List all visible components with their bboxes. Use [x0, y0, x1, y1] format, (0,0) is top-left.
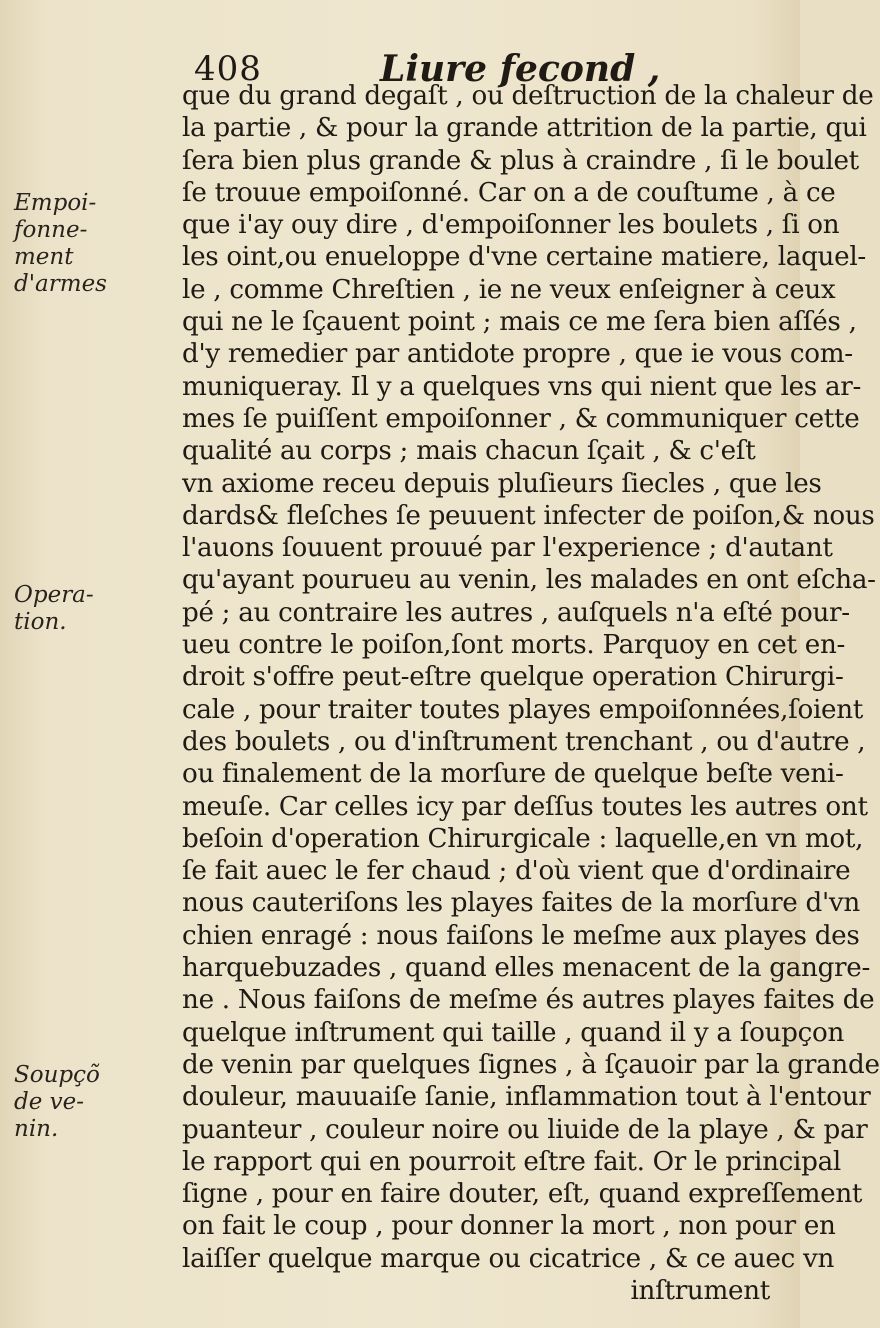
text-line: muniqueray. Il y a quelques vns qui nient que les ar- [182, 371, 862, 402]
margin-note-line: d'armes [14, 271, 107, 297]
text-line: nous cauteriſons les playes faites de la morſure d'vn [182, 888, 860, 919]
text-line: vn axiome receu depuis pluſieurs ſiecles , que les [182, 468, 822, 499]
text-line: ſigne , pour en faire douter, eſt, quand expreſſement [182, 1179, 863, 1210]
margin-note-line: fonne- [14, 217, 88, 243]
text-line: dards& fleſches ſe peuuent infecter de poiſon,& nous [182, 500, 875, 531]
page-number: 408 [194, 49, 262, 89]
text-line: mes ſe puiſſent empoiſonner , & communiquer cette [182, 403, 860, 434]
text-line: ſe trouue empoiſonné. Car on a de couſtume , à ce [182, 177, 836, 208]
text-line: laiſſer quelque marque ou cicatrice , & ce auec vn [182, 1243, 835, 1274]
text-line: que i'ay ouy dire , d'empoiſonner les boulets , ſi on [182, 210, 840, 241]
body-text [182, 80, 880, 1307]
text-line: ueu contre le poiſon,ſont morts. Parquoy en cet en- [182, 630, 846, 661]
text-line: beſoin d'operation Chirurgicale : laquelle,en vn mot, [182, 823, 864, 854]
text-line: pé ; au contraire les autres , auſquels n'a eſté pour- [182, 597, 850, 628]
text-line: de venin par quelques ſignes , à ſçauoir par la grande [182, 1049, 880, 1080]
margin-note-empoisonnement [14, 190, 184, 298]
text-line: harquebuzades , quand elles menacent de la gangre- [182, 953, 870, 984]
text-line: meuſe. Car celles icy par deſſus toutes les autres ont [182, 791, 868, 822]
text-line: puanteur , couleur noire ou liuide de la playe , & par [182, 1114, 868, 1145]
text-line: d'y remedier par antidote propre , que ie vous com- [182, 339, 853, 370]
running-title: Liure fecond , [380, 48, 661, 90]
margin-note-line: de ve- [14, 1089, 85, 1115]
text-line: chien enragé : nous faiſons le meſme aux playes des [182, 920, 860, 951]
text-line: ou finalement de la morſure de quelque beſte veni- [182, 759, 844, 790]
text-line: ſe fait auec le fer chaud ; d'où vient que d'ordinaire [182, 856, 851, 887]
margin-note-line: nin. [14, 1116, 59, 1142]
text-line: qui ne le ſçauent point ; mais ce me ſera bien aſſés , [182, 307, 857, 338]
text-line: cale , pour traiter toutes playes empoiſonnées,ſoient [182, 694, 864, 725]
text-line: le rapport qui en pourroit eſtre fait. Or le principal [182, 1146, 841, 1177]
margin-note-line: Empoi- [14, 190, 97, 216]
margin-note-operation [14, 582, 184, 636]
margin-note-line: Opera- [14, 582, 94, 608]
text-line: des boulets , ou d'inſtrument trenchant , ou d'autre , [182, 726, 866, 757]
text-line: on fait le coup , pour donner la mort , non pour en [182, 1211, 836, 1242]
text-line: douleur, mauuaiſe ſanie, inflammation tout à l'entour [182, 1082, 871, 1113]
text-line: le , comme Chreſtien , ie ne veux enſeigner à ceux [182, 274, 836, 305]
text-line: la partie , & pour la grande attrition de la partie, qui [182, 113, 867, 144]
catchword: inſtrument [630, 1275, 770, 1306]
margin-note-soupcon [14, 1062, 184, 1143]
text-line: l'auons ſouuent prouué par l'experience ; d'autant [182, 533, 833, 564]
text-line: que du grand degaſt , ou deſtruction de la chaleur de [182, 81, 874, 111]
text-line: droit s'offre peut-eſtre quelque operation Chirurgi- [182, 662, 844, 693]
margin-note-line: Soupçõ [14, 1062, 100, 1088]
margin-note-line: tion. [14, 609, 67, 635]
text-line: qu'ayant pourueu au venin, les malades en ont eſcha- [182, 565, 876, 596]
text-line: ne . Nous faiſons de meſme és autres playes faites de [182, 985, 875, 1016]
margin-note-line: ment [14, 244, 74, 270]
text-line: qualité au corps ; mais chacun ſçait , & c'eſt [182, 436, 756, 467]
text-line: ſera bien plus grande & plus à craindre , ſi le boulet [182, 145, 859, 176]
text-line: quelque inſtrument qui taille , quand il y a ſoupçon [182, 1017, 845, 1048]
text-line: les oint,ou enueloppe d'vne certaine matiere, laquel- [182, 242, 866, 273]
